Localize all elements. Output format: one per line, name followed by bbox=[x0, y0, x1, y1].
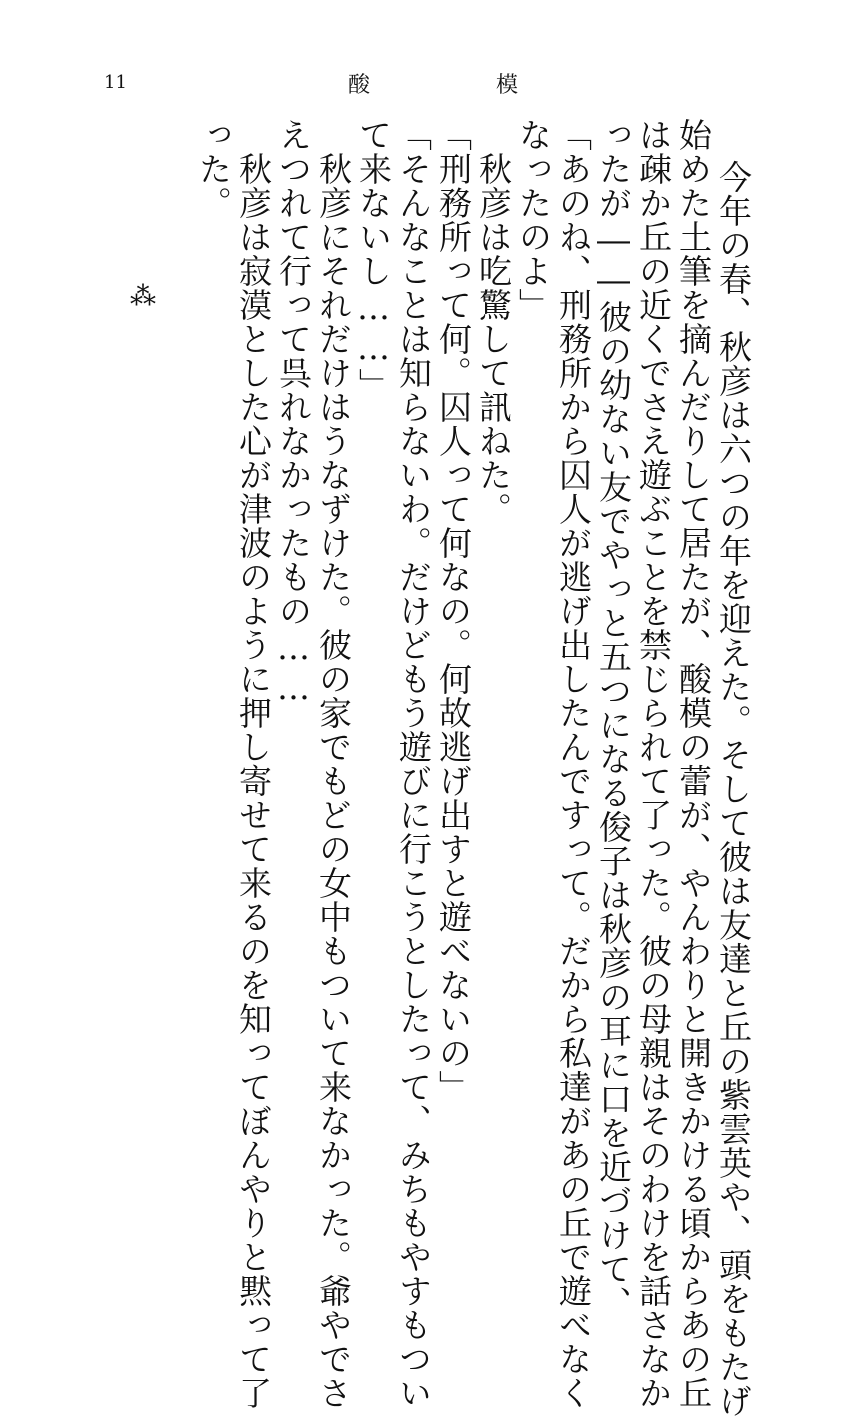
text-column-5: 「あのね、刑務所から囚人が逃げ出したんですって。だから私達があの丘で遊べなく bbox=[554, 118, 593, 1410]
text-column-2: 始めた土筆を摘んだりして居たが、酸模の蕾が、やんわりと開きかける頃からあの丘 bbox=[674, 118, 713, 1410]
section-break-asterism bbox=[126, 282, 160, 312]
text-column-4: ったが――彼の幼ない友でやっと五つになる俊子は秋彦の耳に口を近づけて、 bbox=[594, 118, 633, 1320]
text-column-1: 今年の春、秋彦は六つの年を迎えた。そして彼は友達と丘の紫雲英や、頭をもたげ bbox=[714, 160, 753, 1418]
text-column-6: なったのよ」 bbox=[514, 118, 553, 322]
asterism-glyph: ⁂ bbox=[130, 282, 156, 312]
running-title-char-2: 模 bbox=[495, 73, 518, 98]
text-column-10: て来ないし……」 bbox=[354, 118, 393, 402]
text-column-8: 「刑務所って何。囚人って何なの。何故逃げ出すと遊べないの」 bbox=[434, 118, 473, 1104]
text-column-13: 秋彦は寂漠とした心が津波のように押し寄せて来るのを知ってぼんやりと黙って了 bbox=[234, 118, 273, 1410]
text-column-3: は疎か丘の近くでさえ遊ぶことを禁じられて了った。彼の母親はそのわけを話さなか bbox=[634, 118, 673, 1410]
running-title-char-1: 酸 bbox=[348, 73, 371, 98]
running-title bbox=[348, 68, 518, 99]
text-column-12: えつれて行って呉れなかったもの…… bbox=[274, 118, 313, 708]
text-column-11: 秋彦にそれだけはうなずけた。彼の家でもどの女中もついて来なかった。爺やでさ bbox=[314, 118, 353, 1410]
text-column-14: った。 bbox=[194, 118, 233, 220]
page-number: 11 bbox=[104, 72, 127, 93]
text-column-7: 秋彦は吃驚して訊ねた。 bbox=[474, 118, 513, 526]
text-column-9: 「そんなことは知らないわ。だけどもう遊びに行こうとしたって、みちもやすもつい bbox=[394, 118, 433, 1410]
